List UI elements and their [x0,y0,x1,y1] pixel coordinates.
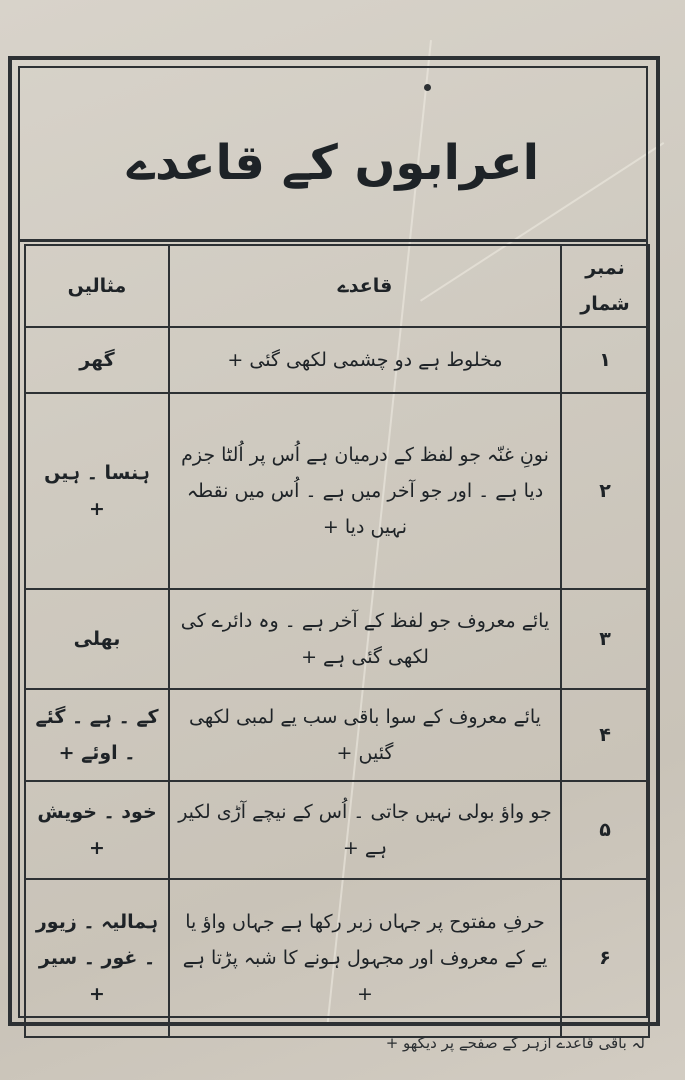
row-rule: یائے معروف جو لفظ کے آخر ہے ۔ وہ دائرے کی لکھی گئی ہے + [169,589,561,689]
table-row [25,879,649,1037]
table-header-row [25,245,649,327]
row-examples: ہمالیہ ۔ زیور ۔ غور ۔ سیر + [25,879,169,1037]
row-examples: کے ۔ ہے ۔ گئے ۔ اوئے + [25,689,169,781]
row-number: ۴ [561,689,649,781]
page-title: اعرابوں کے قاعدے [126,134,540,191]
header-number: نمبر شمار [561,245,649,327]
row-rule: یائے معروف کے سوا باقی سب یے لمبی لکھی گئیں + [169,689,561,781]
row-number: ۱ [561,327,649,393]
row-number: ۳ [561,589,649,689]
header-rule: قاعدے [169,245,561,327]
row-rule: نونِ غنّہ جو لفظ کے درمیان ہے اُس پر اُلٹا جزم دیا ہے ۔ اور جو آخر میں ہے ۔ اُس میں نقطہ نہیں دیا + [169,393,561,589]
row-examples: گھر [25,327,169,393]
table-row [25,393,649,589]
table-row [25,781,649,879]
table-row [25,327,649,393]
row-examples: ہنسا ۔ ہیں + [25,393,169,589]
title-panel [18,66,648,242]
row-rule: حرفِ مفتوح پر جہاں زبر رکھا ہے جہاں واؤ یا یے کے معروف اور مجہول ہونے کا شبہ پڑتا ہے + [169,879,561,1037]
row-examples: خود ۔ خویش + [25,781,169,879]
row-number: ۲ [561,393,649,589]
rules-table [24,244,650,1038]
row-number: ۵ [561,781,649,879]
row-rule: مخلوط ہے دو چشمی لکھی گئی + [169,327,561,393]
table-row [25,689,649,781]
footnote: لہ باقی قاعدے ازہر کے صفحے پر دیکھو + [385,1034,645,1052]
row-examples: بھلی [25,589,169,689]
row-rule: جو واؤ بولی نہیں جاتی ۔ اُس کے نیچے آڑی لکیر ہے + [169,781,561,879]
row-number: ۶ [561,879,649,1037]
header-examples: مثالیں [25,245,169,327]
table-row [25,589,649,689]
